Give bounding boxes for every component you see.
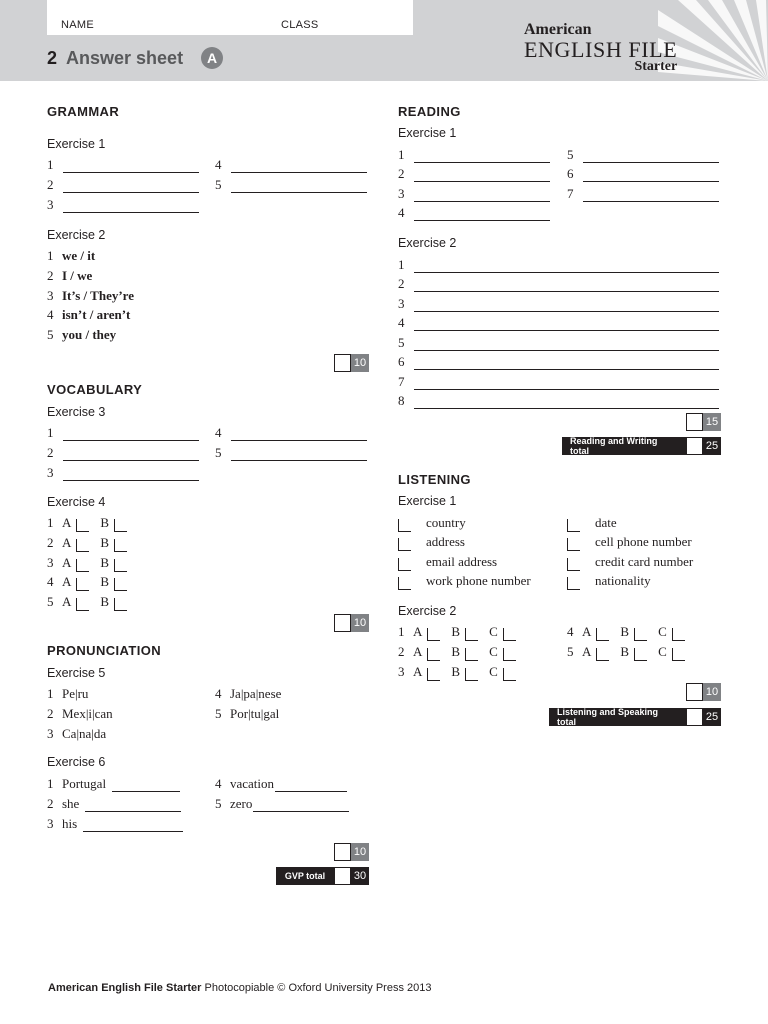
option-a-label: A [582,644,592,659]
choice-text: we / it [62,248,96,263]
choice-text: It’s / They’re [62,288,134,303]
item-number: 1 [398,624,405,639]
item-number: 4 [567,624,574,639]
option-a-checkbox[interactable] [596,628,609,641]
reading-ex2-row [398,296,719,312]
score-max: 10 [703,683,721,701]
pronunciation-exercise-5-title: Exercise 5 [47,666,106,680]
answer-line[interactable] [231,181,367,193]
vocab-ex4-row [47,555,138,571]
pron-ex6-item [215,796,349,812]
item-number: 5 [215,796,222,811]
option-a-label: A [413,624,423,639]
reading-score-box [686,413,721,431]
option-checkbox[interactable] [567,577,580,590]
item-number: 7 [567,186,574,201]
item-number: 4 [215,776,222,791]
reading-ex1-row [398,147,550,163]
syllable-word: Pe|ru [62,686,89,701]
name-label: NAME [61,19,94,31]
grammar-score-box [334,354,369,372]
brand-top: American [524,21,592,38]
item-number: 1 [47,686,54,701]
total-entry[interactable] [334,867,351,885]
prompt-word: his [62,816,78,831]
option-a-checkbox[interactable] [76,598,89,611]
vocab-ex4-row [47,574,138,590]
grammar-ex1-row [47,197,199,213]
option-a-label: A [413,644,423,659]
item-number: 3 [398,186,405,201]
page-header [0,0,768,81]
syllable-word: Ja|pa|nese [230,686,282,701]
answer-line[interactable] [414,339,719,351]
grammar-ex2-item[interactable] [47,248,95,264]
reading-ex1-row [567,166,719,182]
listening-ex1-option [567,573,651,589]
sheet-title [47,47,223,69]
answer-line[interactable] [414,209,550,221]
option-b-label: B [620,644,630,659]
listening-ex2-row [567,644,696,660]
option-a-label: A [62,574,72,589]
gvp-total-box [276,867,369,885]
item-number: 1 [47,515,54,530]
option-c-checkbox[interactable] [672,648,685,661]
grammar-ex2-item[interactable] [47,268,92,284]
reading-ex1-row [567,186,719,202]
option-c-label: C [658,624,667,639]
score-entry[interactable] [334,354,351,372]
vocab-ex3-row [215,445,367,461]
option-b-checkbox[interactable] [114,578,127,591]
item-number: 2 [47,268,54,283]
item-number: 4 [215,425,222,440]
option-c-label: C [489,624,498,639]
item-number: 1 [47,425,54,440]
reading-ex1-row [398,166,550,182]
item-number: 5 [47,594,54,609]
listening-speaking-total-box [549,708,721,726]
item-number: 7 [398,374,405,389]
answer-line[interactable] [112,780,180,792]
option-b-checkbox[interactable] [465,628,478,641]
answer-line[interactable] [231,449,367,461]
answer-line[interactable] [414,261,719,273]
vocabulary-title: VOCABULARY [47,382,143,397]
item-number: 3 [47,288,54,303]
syllable-word: Mex|i|can [62,706,113,721]
option-b-label: B [100,555,110,570]
reading-ex2-row [398,315,719,331]
reading-title: READING [398,104,461,119]
listening-ex1-option [398,554,497,570]
grammar-ex1-row [215,157,367,173]
option-a-label: A [62,515,72,530]
reading-ex1-row [567,147,719,163]
pron-ex5-item[interactable] [47,686,88,702]
choice-text: you / they [62,327,117,342]
option-a-label: A [62,555,72,570]
reading-ex2-row [398,276,719,292]
listening-ex2-row [398,644,527,660]
answer-line[interactable] [414,151,550,163]
pron-ex6-item [47,796,181,812]
item-number: 4 [398,205,405,220]
prompt-word: she [62,796,80,811]
vocab-ex3-row [215,425,367,441]
score-max: 10 [351,843,369,861]
answer-line[interactable] [414,358,719,370]
reading-writing-total-label: Reading and Writing total [562,437,686,455]
option-b-checkbox[interactable] [114,519,127,532]
grammar-title: GRAMMAR [47,104,120,119]
item-number: 2 [47,177,54,192]
item-number: 3 [47,465,54,480]
name-class-box [47,0,413,35]
vocabulary-exercise-4-title: Exercise 4 [47,495,106,509]
option-c-label: C [489,644,498,659]
option-a-checkbox[interactable] [76,519,89,532]
total-max: 25 [703,708,721,726]
choice-text: isn’t / aren’t [62,307,131,322]
option-label: work phone number [426,573,531,588]
prompt-word: Portugal [62,776,107,791]
option-c-label: C [658,644,667,659]
listening-ex1-option [567,554,693,570]
item-number: 5 [567,147,574,162]
score-max: 15 [703,413,721,431]
reading-ex2-row [398,335,719,351]
answer-line[interactable] [414,170,550,182]
score-entry[interactable] [686,413,703,431]
grammar-exercise-2-title: Exercise 2 [47,228,106,242]
option-a-checkbox[interactable] [596,648,609,661]
item-number: 1 [47,248,54,263]
answer-line[interactable] [63,429,199,441]
item-number: 4 [398,315,405,330]
answer-line[interactable] [414,378,719,390]
option-a-checkbox[interactable] [427,628,440,641]
option-label: email address [426,554,498,569]
item-number: 8 [398,393,405,408]
option-checkbox[interactable] [567,558,580,571]
syllable-word: Por|tu|gal [230,706,280,721]
pron-ex6-item [47,776,180,792]
score-entry[interactable] [686,683,703,701]
answer-line[interactable] [414,397,719,409]
option-b-checkbox[interactable] [465,648,478,661]
answer-line[interactable] [414,190,550,202]
option-b-checkbox[interactable] [114,539,127,552]
answer-line[interactable] [583,190,719,202]
option-b-checkbox[interactable] [114,559,127,572]
option-b-checkbox[interactable] [114,598,127,611]
item-number: 6 [567,166,574,181]
option-label: date [595,515,617,530]
option-a-checkbox[interactable] [427,668,440,681]
pron-ex6-item [47,816,183,832]
answer-line[interactable] [583,151,719,163]
answer-line[interactable] [414,280,719,292]
item-number: 4 [215,686,222,701]
vocab-ex3-row [47,445,199,461]
score-max: 10 [351,354,369,372]
vocab-ex4-row [47,515,138,531]
option-checkbox[interactable] [398,577,411,590]
option-a-label: A [62,535,72,550]
listening-exercise-1-title: Exercise 1 [398,494,457,508]
total-max: 25 [703,437,721,455]
score-max: 10 [351,614,369,632]
pron-ex5-item[interactable] [215,686,281,702]
option-label: country [426,515,466,530]
item-number: 4 [47,574,54,589]
reading-ex2-row [398,257,719,273]
item-number: 3 [47,197,54,212]
answer-line[interactable] [253,800,349,812]
sheet-number: 2 [47,47,58,68]
footer-book-title: American English File Starter [48,982,202,994]
option-label: nationality [595,573,651,588]
listening-speaking-total-label: Listening and Speaking total [549,708,686,726]
score-entry[interactable] [334,614,351,632]
version-badge: A [201,47,223,69]
listening-ex1-option [398,534,465,550]
option-checkbox[interactable] [398,538,411,551]
option-checkbox[interactable] [567,538,580,551]
reading-ex2-row [398,393,719,409]
reading-ex1-row [398,186,550,202]
option-a-label: A [582,624,592,639]
prompt-word: zero [230,796,253,811]
option-b-checkbox[interactable] [634,628,647,641]
item-number: 3 [47,816,54,831]
option-b-label: B [100,515,110,530]
brand-sub: Starter [634,59,678,74]
pronunciation-exercise-6-title: Exercise 6 [47,755,106,769]
pronunciation-score-box [334,843,369,861]
listening-ex2-row [398,624,527,640]
listening-exercise-2-title: Exercise 2 [398,604,457,618]
listening-ex1-option [398,515,466,531]
reading-exercise-1-title: Exercise 1 [398,126,457,140]
item-number: 3 [398,664,405,679]
option-c-checkbox[interactable] [503,668,516,681]
option-b-label: B [451,624,461,639]
reading-exercise-2-title: Exercise 2 [398,236,457,250]
option-b-label: B [620,624,630,639]
option-checkbox[interactable] [398,558,411,571]
class-label: CLASS [281,19,319,31]
grammar-ex2-item[interactable] [47,288,134,304]
listening-score-box [686,683,721,701]
item-number: 2 [47,535,54,550]
option-a-label: A [413,664,423,679]
item-number: 4 [215,157,222,172]
item-number: 1 [398,147,405,162]
item-number: 5 [47,327,54,342]
listening-ex2-row [398,664,527,680]
option-a-checkbox[interactable] [76,539,89,552]
item-number: 5 [567,644,574,659]
total-max: 30 [351,867,369,885]
grammar-exercise-1-title: Exercise 1 [47,137,106,151]
item-number: 2 [398,276,405,291]
vocab-ex3-row [47,465,199,481]
answer-line[interactable] [63,181,199,193]
syllable-word: Ca|na|da [62,726,107,741]
option-b-label: B [451,664,461,679]
brand-main: ENGLISH FILE [524,37,678,62]
vocabulary-score-box [334,614,369,632]
item-number: 2 [398,644,405,659]
vocabulary-exercise-3-title: Exercise 3 [47,405,106,419]
option-a-label: A [62,594,72,609]
reading-ex2-row [398,374,719,390]
pron-ex6-item [215,776,347,792]
answer-line[interactable] [83,820,183,832]
option-b-label: B [100,594,110,609]
grammar-ex2-item[interactable] [47,327,116,343]
option-label: credit card number [595,554,694,569]
answer-line[interactable] [231,429,367,441]
option-a-checkbox[interactable] [76,559,89,572]
option-label: address [426,534,465,549]
answer-line[interactable] [275,780,347,792]
item-number: 3 [398,296,405,311]
item-number: 3 [47,726,54,741]
reading-ex1-row [398,205,550,221]
item-number: 5 [398,335,405,350]
option-c-checkbox[interactable] [672,628,685,641]
option-b-label: B [100,574,110,589]
item-number: 2 [47,796,54,811]
listening-ex1-option [398,573,531,589]
item-number: 1 [398,257,405,272]
item-number: 5 [215,445,222,460]
grammar-ex1-row [47,177,199,193]
grammar-ex1-row [47,157,199,173]
pronunciation-title: PRONUNCIATION [47,643,162,658]
answer-line[interactable] [85,800,181,812]
score-entry[interactable] [334,843,351,861]
grammar-ex1-row [215,177,367,193]
answer-line[interactable] [63,201,199,213]
answer-line[interactable] [583,170,719,182]
item-number: 2 [47,445,54,460]
option-a-checkbox[interactable] [76,578,89,591]
pron-ex5-item[interactable] [47,706,113,722]
option-c-checkbox[interactable] [503,628,516,641]
vocab-ex4-row [47,535,138,551]
vocab-ex3-row [47,425,199,441]
total-entry[interactable] [686,437,703,455]
sheet-title-text: Answer sheet [66,47,184,68]
grammar-ex2-item[interactable] [47,307,130,323]
option-b-label: B [451,644,461,659]
option-a-checkbox[interactable] [427,648,440,661]
item-number: 1 [47,157,54,172]
item-number: 1 [47,776,54,791]
pron-ex5-item[interactable] [215,706,279,722]
item-number: 3 [47,555,54,570]
option-c-checkbox[interactable] [503,648,516,661]
option-checkbox[interactable] [398,519,411,532]
item-number: 6 [398,354,405,369]
choice-text: I / we [62,268,93,283]
option-b-checkbox[interactable] [465,668,478,681]
reading-writing-total-box [562,437,721,455]
answer-line[interactable] [231,161,367,173]
option-label: cell phone number [595,534,692,549]
listening-ex1-option [567,534,692,550]
listening-ex1-option [567,515,617,531]
gvp-total-label: GVP total [276,867,334,885]
item-number: 4 [47,307,54,322]
pron-ex5-item[interactable] [47,726,106,742]
option-checkbox[interactable] [567,519,580,532]
answer-line[interactable] [63,469,199,481]
option-c-label: C [489,664,498,679]
reading-ex2-row [398,354,719,370]
answer-line[interactable] [414,319,719,331]
answer-line[interactable] [63,449,199,461]
listening-title: LISTENING [398,472,471,487]
item-number: 2 [47,706,54,721]
item-number: 2 [398,166,405,181]
answer-line[interactable] [414,300,719,312]
total-entry[interactable] [686,708,703,726]
footer-copyright: Photocopiable © Oxford University Press 2013 [204,982,432,994]
listening-ex2-row [567,624,696,640]
answer-line[interactable] [63,161,199,173]
item-number: 5 [215,177,222,192]
prompt-word: vacation [230,776,275,791]
vocab-ex4-row [47,594,138,610]
brand-logo [524,22,677,74]
page-footer [48,982,432,994]
option-b-checkbox[interactable] [634,648,647,661]
option-b-label: B [100,535,110,550]
item-number: 5 [215,706,222,721]
